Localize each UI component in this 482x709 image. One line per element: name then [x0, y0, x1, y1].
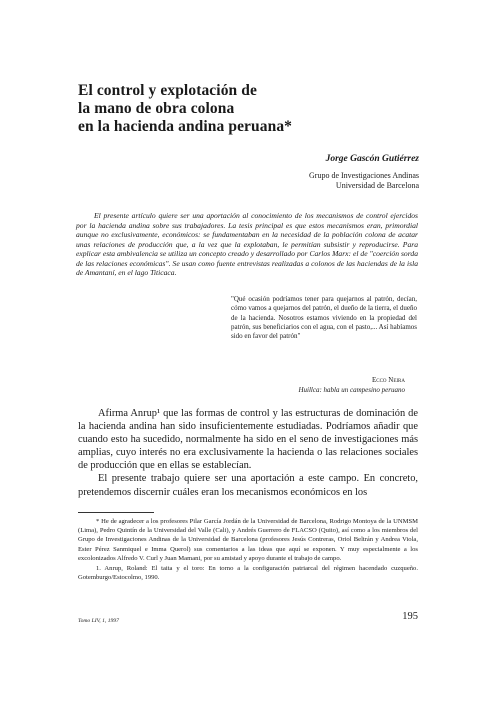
title-line-3: en la hacienda andina peruana*: [78, 118, 293, 135]
footnote-1: 1. Anrup, Roland: El taita y el toro: En torno a la configuración patriarcal del régimen hacendado cuzqueño. Gotemburgo/Estocolmo, 1990.: [78, 565, 418, 582]
epigraph-source: Huillca: habla un campesino peruano: [298, 386, 405, 394]
article-title: [78, 82, 408, 136]
body-paragraph-2: El presente trabajo quiere ser una aportación a este campo. En concreto, pretendemos discernir cuáles eran los mecanismos económicos en los: [78, 473, 418, 498]
title-line-1: El control y explotación de: [78, 82, 257, 99]
page-number: 195: [402, 611, 418, 622]
affiliation-group: Grupo de Investigaciones Andinas: [309, 171, 419, 180]
body-text: [78, 407, 418, 499]
journal-reference: Tomo LIV, 1, 1997: [78, 618, 119, 624]
affiliation-university: Universidad de Barcelona: [335, 181, 419, 190]
footnote-acknowledgement: * He de agradecer a los profesores Pilar García Jordán de la Universidad de Barcelona, Rodrigo Montoya de la UNMSM (Lima), Pedro Quintín de la Universidad del Valle (Cali), y Andrés Guerrero de FLACSO (Quito), así como a los miembros del Grupo de Investigaciones Andinas de la Universidad de Barcelona (profesores Jesús Contreras, Oriol Beltrán y Andrea Viola, Ester Pérez Sanmiquel e Imma Querol) sus comentarios a las ideas que aquí se exponen. Y muy especialmente a los excolonizados Alfredo V. Curl y Juan Mamani, por su amistad y apoyo durante el trabajo de campo.: [78, 518, 418, 562]
footnotes: [78, 517, 418, 583]
body-paragraph-1: Afirma Anrup¹ que las formas de control y las estructuras de dominación de la hacienda andina han sido insuficientemente estudiadas. Podríamos añadir que cuando esto ha sucedido, normalmente ha sido en el seno de investigaciones más amplias, cuyo interés no era exclusivamente la hacienda o las relaciones sociales de producción que en ellas se establecían.: [78, 408, 418, 472]
footnote-rule: [78, 512, 154, 513]
epigraph-author: Ecco Neira: [371, 376, 405, 384]
author-name: Jorge Gascón Gutiérrez: [325, 154, 419, 164]
title-line-2: la mano de obra colona: [78, 100, 235, 117]
abstract: El presente artículo quiere ser una aportación al conocimiento de los mecanismos de control ejercidos por la hacienda andina sobre sus trabajadores. La tesis principal es que estos mecanismos eran, primordial aunque no exclusivamente, económicos: se fundamentaban en la necesidad de la población colona de acatar unas relaciones de producción que, a la vez que la explotaban, le permitían subsistir y reproducirse. Para explicar esta ambivalencia se utiliza un concepto creado y desarrollado por Carlos Marx: el de "coerción sorda de las relaciones económicas". Se usan como fuente entrevistas realizadas a colonos de las haciendas de la isla de Amantaní, en el lago Titicaca.: [76, 211, 418, 277]
epigraph-quote: "Qué ocasión podríamos tener para quejarnos al patrón, decían, cómo vamos a quejarnos del patrón, el dueño de la tierra, el dueño de la hacienda. Nosotros estamos viviendo en la propiedad del patrón, sus beneficiarios con el agua, con el pasto,... Así habíamos sido en favor del patrón": [231, 295, 417, 341]
